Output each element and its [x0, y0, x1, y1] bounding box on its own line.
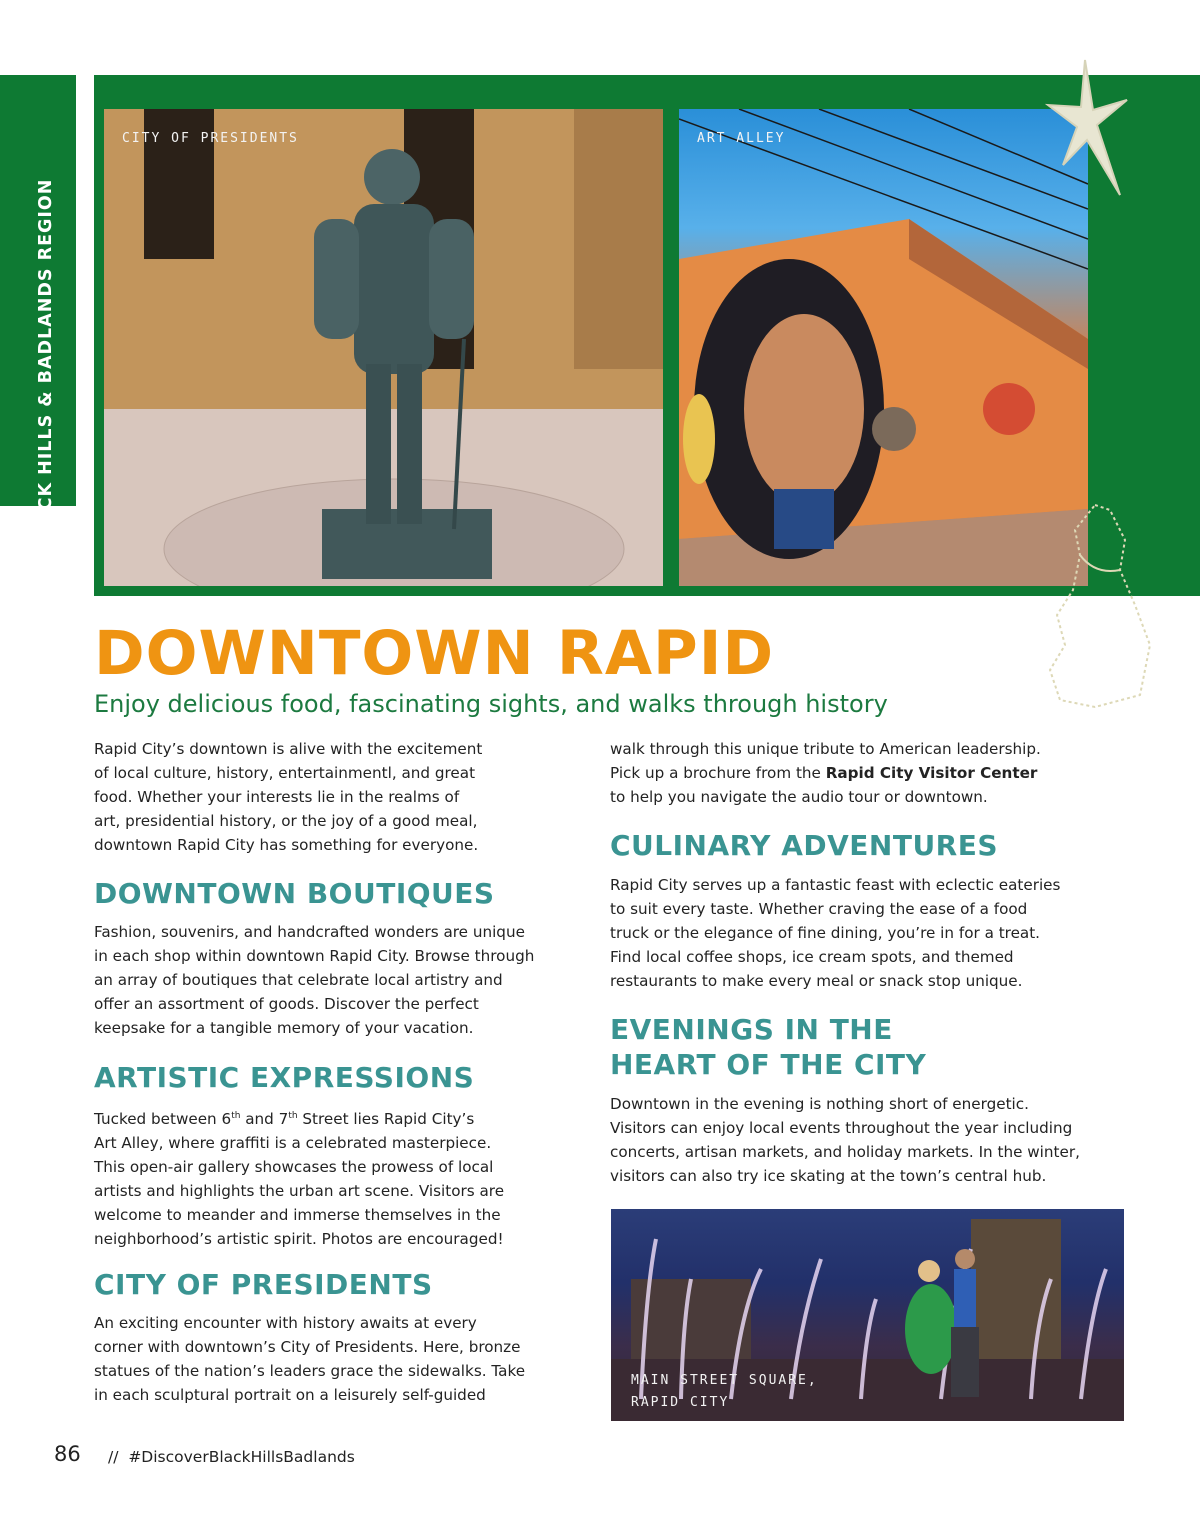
text-line: Pick up a brochure from the	[610, 764, 826, 782]
boutiques-paragraph	[94, 920, 564, 1040]
text-line: walk through this unique tribute to American leadership.	[610, 740, 1041, 758]
text-line: welcome to meander and immerse themselves in the	[94, 1206, 501, 1225]
text-line: statues of the nation’s leaders grace the sidewalks. Take	[94, 1362, 526, 1380]
visitor-center-name: Rapid City Visitor Center	[825, 764, 1038, 782]
text-line: offer an assortment of goods. Discover the perfect	[94, 995, 479, 1013]
text-line: visitors can also try ice skating at the town’s central hub.	[610, 1167, 1047, 1185]
heading-artistic-expressions: ARTISTIC EXPRESSIONS	[94, 1061, 475, 1094]
text-line: restaurants to make every meal or snack stop unique.	[610, 972, 1023, 990]
text-line: keepsake for a tangible memory of your vacation.	[94, 1019, 474, 1037]
text-line: Downtown in the evening is nothing short of energetic.	[610, 1095, 1029, 1113]
photo-main-street-square	[611, 1209, 1124, 1421]
text-line: Art Alley, where graffiti is a celebrated masterpiece.	[94, 1134, 492, 1153]
heading-downtown-boutiques: DOWNTOWN BOUTIQUES	[94, 877, 495, 910]
heading-evenings	[610, 1012, 926, 1082]
footer-separator: //	[108, 1448, 119, 1466]
region-label: BLACK HILLS & BADLANDS REGION	[36, 178, 56, 552]
text-line: Fashion, souvenirs, and handcrafted wonders are unique	[94, 923, 525, 941]
star-doodle-icon	[1045, 55, 1130, 205]
text-line: This open-air gallery showcases the prowess of local	[94, 1158, 494, 1177]
text-line: to help you navigate the audio tour or downtown.	[610, 788, 988, 806]
heading-city-of-presidents: CITY OF PRESIDENTS	[94, 1268, 433, 1301]
page-number: 86	[54, 1442, 81, 1466]
text-line: an array of boutiques that celebrate local artistry and	[94, 971, 503, 989]
hashtag-text: #DiscoverBlackHillsBadlands	[128, 1448, 355, 1466]
photo-art-alley	[679, 109, 1088, 586]
presidents-continued-paragraph	[610, 737, 1110, 809]
text-line: Visitors can enjoy local events throughout the year including	[610, 1119, 1073, 1137]
photo-caption-square-line2: RAPID CITY	[631, 1395, 730, 1410]
text-line: and 7	[240, 1110, 289, 1129]
photo-caption-art-alley: ART ALLEY	[697, 131, 786, 146]
page-subtitle: Enjoy delicious food, fascinating sights, and walks through history	[94, 690, 888, 718]
text-line: corner with downtown’s City of Presidents. Here, bronze	[94, 1338, 521, 1356]
photo-caption-presidents: CITY OF PRESIDENTS	[122, 131, 299, 146]
superscript: th	[288, 1111, 298, 1121]
evenings-paragraph	[610, 1092, 1130, 1188]
text-line: food. Whether your interests lie in the realms of	[94, 788, 460, 806]
text-line: Rapid City’s downtown is alive with the excitement	[94, 740, 483, 758]
heading-line: EVENINGS IN THE	[610, 1013, 893, 1046]
culinary-paragraph	[610, 873, 1110, 993]
text-line: An exciting encounter with history awaits at every	[94, 1314, 477, 1332]
text-line: concerts, artisan markets, and holiday markets. In the winter,	[610, 1143, 1080, 1161]
page-title: DOWNTOWN RAPID	[94, 618, 775, 689]
presidents-paragraph	[94, 1311, 564, 1407]
photo-caption-square-line1: MAIN STREET SQUARE,	[631, 1373, 818, 1388]
superscript: th	[231, 1111, 241, 1121]
statue-illustration	[104, 109, 663, 586]
photo-city-of-presidents	[104, 109, 663, 586]
heading-line: HEART OF THE CITY	[610, 1048, 927, 1081]
text-line: Street lies Rapid City’s	[297, 1110, 475, 1129]
text-line: artists and highlights the urban art scene. Visitors are	[94, 1182, 505, 1201]
text-line: to suit every taste. Whether craving the ease of a food	[610, 900, 1028, 918]
intro-paragraph	[94, 737, 564, 857]
text-line: in each shop within downtown Rapid City. Browse through	[94, 947, 535, 965]
text-line: truck or the elegance of fine dining, you’re in for a treat.	[610, 924, 1041, 942]
footer-hashtag	[108, 1448, 355, 1466]
text-line: in each sculptural portrait on a leisurely self-guided	[94, 1386, 486, 1404]
text-line: art, presidential history, or the joy of a good meal,	[94, 812, 478, 830]
text-line: Find local coffee shops, ice cream spots, and themed	[610, 948, 1014, 966]
text-line: of local culture, history, entertainmentl, and great	[94, 764, 476, 782]
wolf-doodle-icon	[1035, 495, 1160, 715]
heading-culinary-adventures: CULINARY ADVENTURES	[610, 829, 999, 862]
text-line: Tucked between 6	[94, 1110, 232, 1129]
text-line: downtown Rapid City has something for everyone.	[94, 836, 479, 854]
text-line: neighborhood’s artistic spirit. Photos are encouraged!	[94, 1230, 504, 1249]
region-tab	[0, 75, 76, 552]
mural-illustration	[679, 109, 1088, 586]
fountain-illustration	[611, 1209, 1124, 1421]
artistic-paragraph	[94, 1104, 564, 1251]
text-line: Rapid City serves up a fantastic feast with eclectic eateries	[610, 876, 1061, 894]
